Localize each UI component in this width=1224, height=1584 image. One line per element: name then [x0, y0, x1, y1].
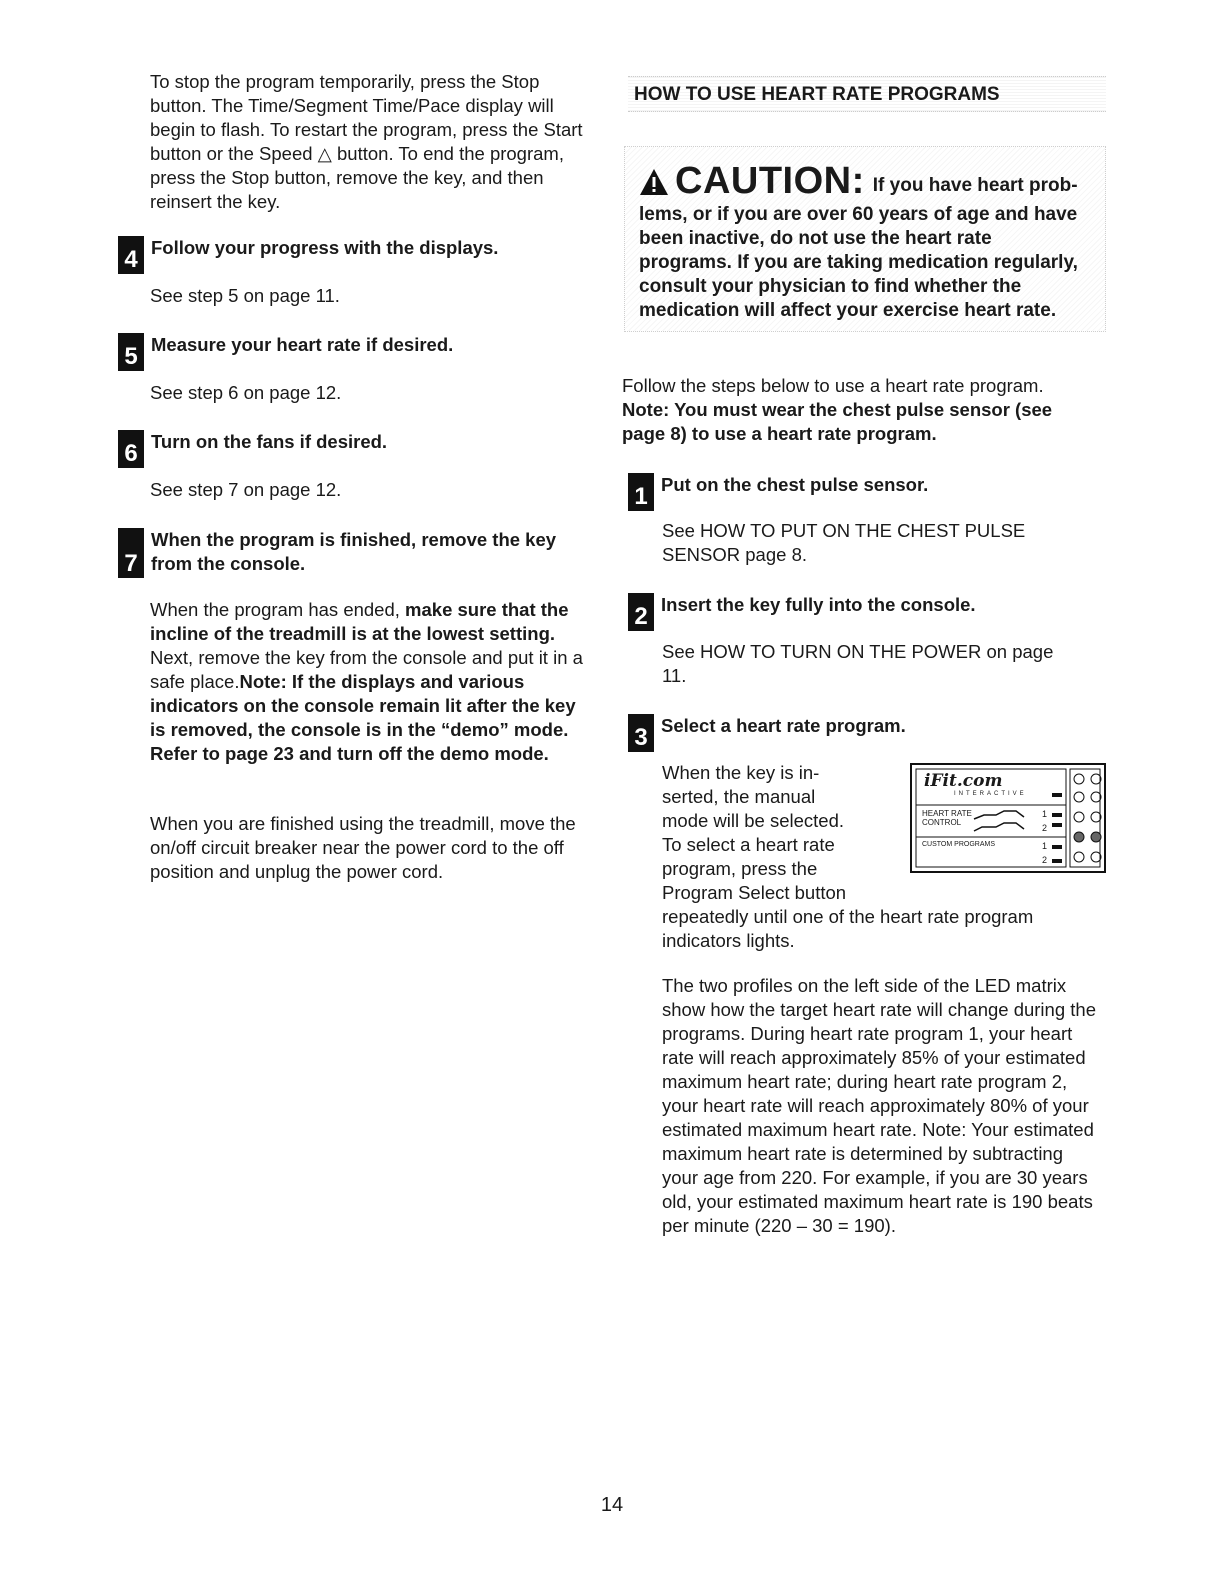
- console-illustration: [910, 763, 1106, 873]
- row-number: 1: [1042, 841, 1048, 851]
- custom-programs-label: CUSTOM PROGRAMS: [922, 841, 995, 848]
- step-number-badge: 3: [628, 714, 654, 752]
- heart-rate-label: [922, 809, 982, 827]
- hr-step-2-text: See HOW TO TURN ON THE POWER on page 11.: [662, 641, 1054, 686]
- step-title: Insert the key fully into the console.: [661, 594, 976, 615]
- hr-step-3-wrapped-text: [662, 761, 902, 905]
- label-line: HEART RATE: [922, 809, 972, 818]
- step-title: Follow your progress with the displays.: [151, 237, 499, 258]
- led-matrix-paragraph: The two profiles on the left side of the LED matrix show how the target heart rate will change during the programs. During heart rate program 1, your heart rate will reach approximately 85% of your estimated maximum heart rate; during heart rate program 2, your heart rate will reach approximately 80% of your estimated maximum heart rate. Note: Your estimated maximum heart rate is determined by subtracting your age from 220. For example, if you are 30 years old, your estimated maximum heart rate is 190 beats per minute (220 – 30 = 190).: [662, 975, 1096, 1236]
- text: Next, remove the key from the console and put it in a safe place.: [150, 647, 583, 692]
- step-4-text: See step 5 on page 11.: [150, 285, 340, 306]
- step-number-badge: 4: [118, 236, 144, 274]
- caution-text: lems, or if you are over 60 years of age and have been inactive, do not use the heart rate programs. If you are taking medication regularly, consult your physician to find whether the medication will affect your exercise heart rate.: [639, 204, 1078, 321]
- text-line: serted, the manual: [662, 786, 816, 807]
- text: When the program has ended,: [150, 599, 406, 620]
- text-line: Program Select button: [662, 882, 847, 903]
- step-7: [118, 528, 598, 578]
- step-number-badge: 6: [118, 430, 144, 468]
- page-number: 14: [600, 1494, 624, 1516]
- demo-mode-note: Note: If the displays and various indicators on the console remain lit after the key is removed, the console is in the “demo” mode. Refer to page 23 and turn off the demo mode.: [150, 671, 576, 764]
- step-number-badge: 5: [118, 333, 144, 371]
- text-line: program, press the: [662, 858, 818, 879]
- step-7-paragraph-2: When you are finished using the treadmill, move the on/off circuit breaker near the power cord to the off position and unplug the power cord.: [150, 813, 576, 882]
- step-title: Measure your heart rate if desired.: [151, 334, 454, 355]
- step-6-text: See step 7 on page 12.: [150, 479, 342, 500]
- step-5-text: See step 6 on page 12.: [150, 382, 342, 403]
- console-logo: iFit.com: [924, 771, 1003, 791]
- left-column: [150, 70, 598, 214]
- step-title: Select a heart rate program.: [661, 715, 906, 736]
- section-heading: HOW TO USE HEART RATE PROGRAMS: [628, 76, 1106, 112]
- step-7-paragraph-1: [150, 598, 596, 766]
- hr-step-3-text-continued: repeatedly until one of the heart rate program indicators lights.: [662, 906, 1034, 951]
- step-title: When the program is finished, remove the key from the console.: [151, 529, 557, 574]
- stop-program-paragraph: To stop the program temporarily, press the Stop button. The Time/Segment Time/Pace display will begin to flash. To restart the program, press the Start button or the Speed △ button. To end the program, press the Stop button, remove the key, and then reinsert the key.: [150, 71, 583, 212]
- step-number-badge: 1: [628, 473, 654, 511]
- caution-first-line: [639, 157, 1091, 201]
- step-title: Turn on the fans if desired.: [151, 431, 388, 452]
- caution-lead: If you have heart prob-: [872, 175, 1078, 196]
- caution-word: CAUTION:: [675, 160, 865, 202]
- chest-sensor-note: Note: You must wear the chest pulse sensor (see page 8) to use a heart rate program.: [622, 399, 1053, 444]
- caution-box: [624, 146, 1106, 332]
- step-number-badge: 2: [628, 593, 654, 631]
- warning-triangle-icon: [639, 167, 669, 197]
- text-line: To select a heart rate: [662, 834, 835, 855]
- row-number: 2: [1042, 823, 1048, 833]
- hr-step-1-text: See HOW TO PUT ON THE CHEST PULSE SENSOR page 8.: [662, 520, 1026, 565]
- row-number: 2: [1042, 855, 1048, 865]
- incline-warning: make sure that the incline of the treadmill is at the lowest setting.: [150, 599, 569, 644]
- step-number-badge: 7: [118, 528, 144, 578]
- step-title: Put on the chest pulse sensor.: [661, 474, 929, 495]
- label-line: CONTROL: [922, 818, 962, 827]
- heart-rate-intro: Follow the steps below to use a heart rate program.: [622, 375, 1044, 396]
- text-line: mode will be selected.: [662, 810, 845, 831]
- console-logo-subtitle: INTERACTIVE: [954, 791, 1027, 797]
- text-line: When the key is in-: [662, 762, 820, 783]
- row-number: 1: [1042, 809, 1048, 819]
